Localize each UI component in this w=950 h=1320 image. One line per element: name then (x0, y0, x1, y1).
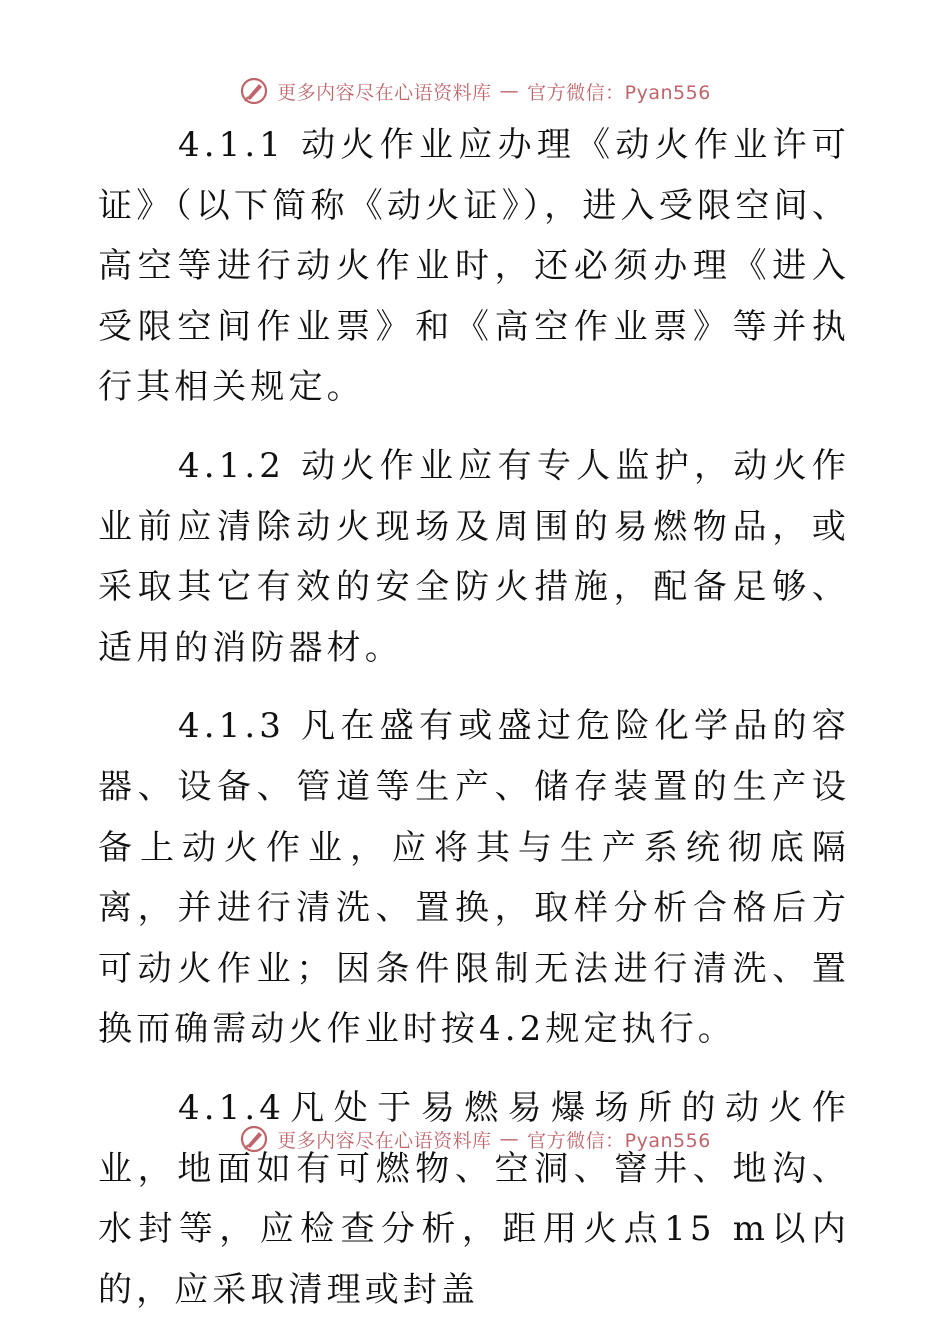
watermark-wechat: 官方微信：Pyan556 (527, 1129, 711, 1152)
clause-4-1-3: 4.1.3 凡在盛有或盛过危险化学品的容器、设备、管道等生产、储存装置的生产设备上动火作业，应将其与生产系统彻底隔离，并进行清洗、置换，取样分析合格后方可动火作业；因条件限制无法进行清洗、置换而确需动火作业时按4.2规定执行。 (98, 706, 850, 1050)
watermark-text: 更多内容尽在心语资料库 (277, 81, 492, 104)
watermark-separator: — (499, 80, 520, 102)
clause-4-1-2: 4.1.2 动火作业应有专人监护，动火作业前应清除动火现场及周围的易燃物品，或采取其它有效的安全防火措施，配备足够、适用的消防器材。 (98, 445, 850, 668)
watermark-header (0, 71, 950, 111)
watermark-wechat: 官方微信：Pyan556 (527, 81, 711, 104)
quill-logo-icon (239, 1124, 269, 1154)
watermark-footer (0, 1119, 950, 1159)
watermark-text: 更多内容尽在心语资料库 (277, 1129, 492, 1152)
clause-4-1-1: 4.1.1 动火作业应办理《动火作业许可证》（以下简称《动火证》），进入受限空间、高空等进行动火作业时，还必须办理《进入受限空间作业票》和《高空作业票》等并执行其相关规定。 (98, 125, 850, 408)
quill-logo-icon (239, 76, 269, 106)
clause-4-1-4: 4.1.4凡处于易燃易爆场所的动火作业，地面如有可燃物、空洞、窨井、地沟、水封等，应检查分析，距用火点15 m以内的，应采取清理或封盖 (98, 1087, 850, 1310)
watermark-separator: — (499, 1128, 520, 1150)
